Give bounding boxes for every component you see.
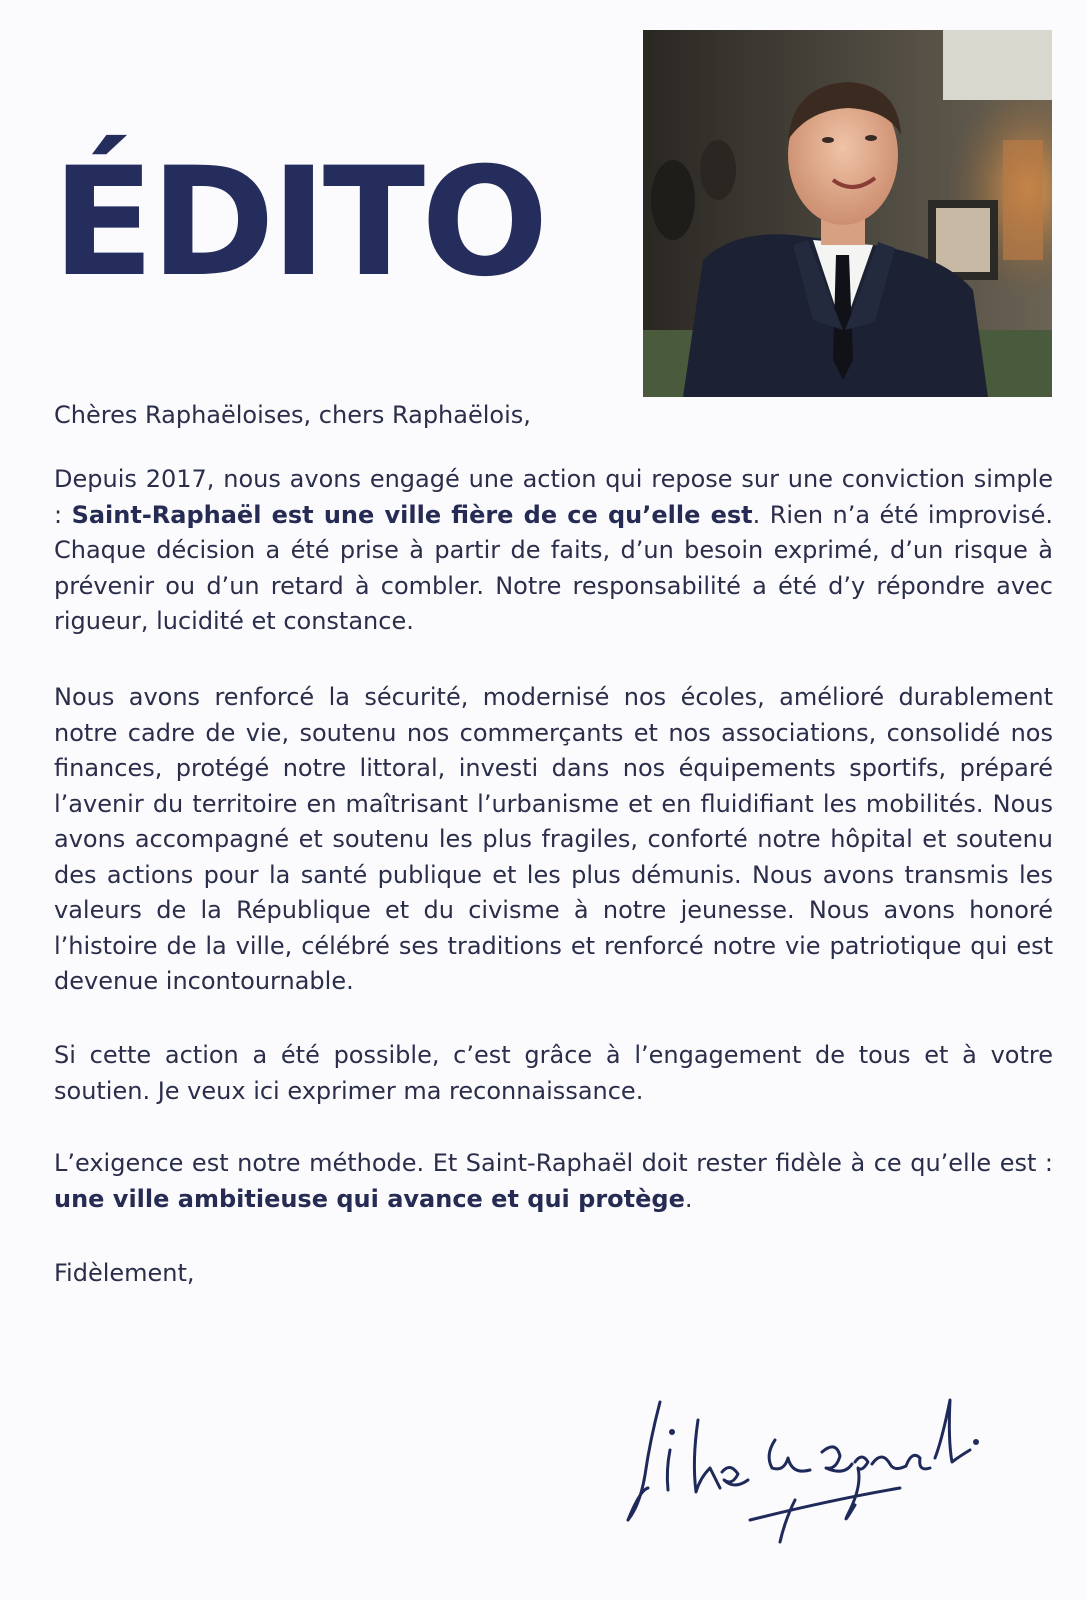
page-title: ÉDITO bbox=[52, 136, 545, 310]
paragraph-1-intro: Depuis 2017, nous avons engagé une action qui repose sur une conviction simple : bbox=[54, 465, 1053, 529]
greeting: Chères Raphaëloises, chers Raphaëlois, bbox=[54, 401, 531, 429]
paragraph-4-rest: . bbox=[684, 1184, 693, 1213]
paragraph-1-emphasis: Saint-Raphaël est une ville fière de ce qu’elle est bbox=[71, 500, 753, 529]
paragraph-4-emphasis: une ville ambitieuse qui avance et qui protège bbox=[54, 1184, 685, 1213]
paragraph-4 bbox=[54, 1146, 1053, 1217]
paragraph-2: Nous avons renforcé la sécurité, modernisé nos écoles, amélioré durablement notre cadre de vie, soutenu nos commerçants et nos associations, consolidé nos finances, protégé notre littoral, investi dans nos équipements sportifs, préparé l’avenir du territoire en maîtrisant l’urbanisme et en fluidifiant les mobilités. Nous avons accompagné et soutenu les plus fragiles, conforté notre hôpital et soutenu des actions pour la santé publique et les plus démunis. Nous avons transmis les valeurs de la République et du civisme à notre jeunesse. Nous avons honoré l’histoire de la ville, célébré ses traditions et renforcé notre vie patriotique qui est devenue incontournable. bbox=[54, 683, 1053, 995]
paragraph-1-rest: . Rien n’a été improvisé. Chaque décision a été prise à partir de faits, d’un besoin exprimé, d’un risque à prévenir ou d’un retard à combler. Notre responsabilité a été d’y répondre avec rigueur, lucidité et constance. bbox=[54, 500, 1053, 635]
paragraph-3: Si cette action a été possible, c’est grâce à l’engagement de tous et à votre soutien. Je veux ici exprimer ma reconnaissance. bbox=[54, 1041, 1053, 1105]
paragraph-1 bbox=[54, 462, 1053, 640]
paragraph-4-intro: L’exigence est notre méthode. Et Saint-Raphaël doit rester fidèle à ce qu’elle est : bbox=[54, 1149, 1053, 1177]
portrait-photo bbox=[643, 30, 1052, 397]
closing-salutation: Fidèlement, bbox=[54, 1259, 195, 1287]
handwritten-signature bbox=[600, 1380, 1000, 1550]
